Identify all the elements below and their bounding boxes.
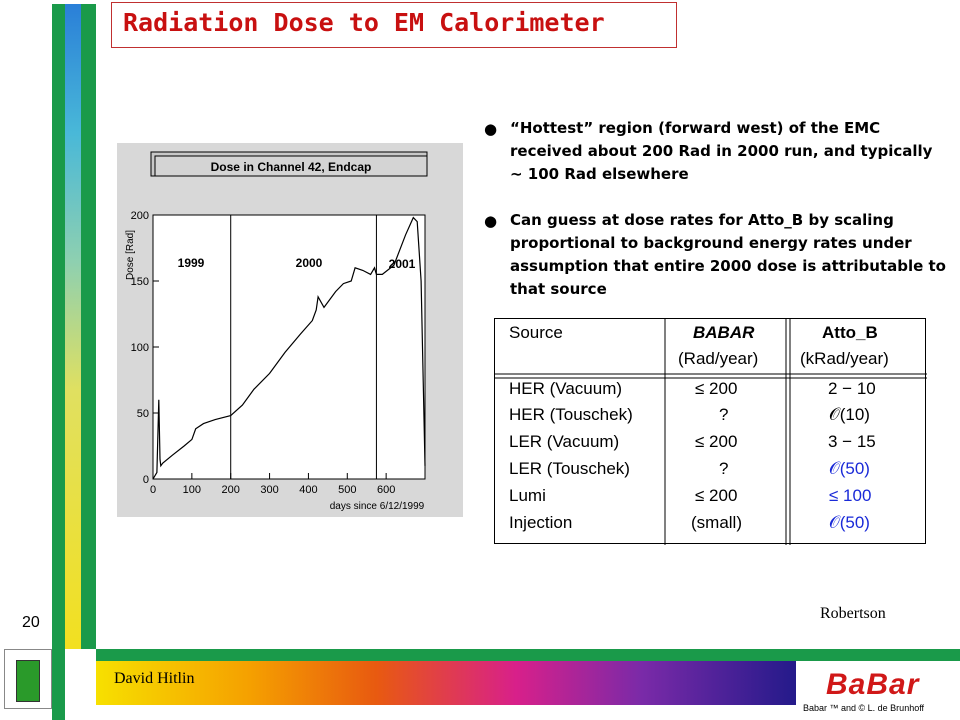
row-babar: ≤ 200 [695,432,738,451]
row-babar: ≤ 200 [695,486,738,505]
header-babar: BABAR [693,323,755,342]
x-tick-label: 600 [376,484,396,496]
page-title: Radiation Dose to EM Calorimeter [123,8,605,37]
credit-name: Robertson [820,605,886,622]
bullet-text-1: “Hottest” region (forward west) of the EMC received about 200 Rad in 2000 run, and typically ∼ 100 Rad elsewhere [510,119,933,183]
row-babar: ≤ 200 [695,379,738,398]
left-green-bar [52,4,65,720]
row-babar: ? [719,459,729,478]
elephant-icon [16,660,40,702]
header-atto-unit: (kRad/year) [800,349,889,368]
plot-title: Dose in Channel 42, Endcap [210,160,372,174]
row-babar: (small) [691,513,742,532]
row-source: LER (Touschek) [509,459,630,478]
row-atto: 𝒪(50) [829,459,870,478]
row-atto: 3 − 15 [828,432,876,451]
row-atto: 2 − 10 [828,379,876,398]
row-source: HER (Vacuum) [509,379,623,398]
author-name: David Hitlin [114,670,195,687]
trademark-notice: Babar ™ and © L. de Brunhoff [803,703,925,713]
footer-green-bar [96,649,960,661]
region-label-1999: 1999 [177,256,205,270]
left-gradient-bar [65,4,81,649]
region-label-2000: 2000 [295,256,323,270]
y-tick-label: 150 [130,276,149,288]
x-tick-label: 0 [149,484,157,496]
row-atto: 𝒪(10) [829,405,870,424]
bullet-dot-1: ● [484,120,498,138]
x-tick-label: 400 [299,484,318,496]
row-babar: ? [719,405,729,424]
dose-chart [117,143,463,517]
row-source: LER (Vacuum) [509,432,620,451]
row-atto: 𝒪(50) [829,513,870,532]
dose-rate-table [494,318,926,544]
bullet-text-2: Can guess at dose rates for Atto_B by scaling proportional to background energy rates under assumption that entire 2000 dose is attributable to that source [510,211,946,298]
bullet-dot-2: ● [484,212,498,230]
babar-logo: BaBar [826,668,920,701]
left-green-bar-inner [81,4,96,649]
x-tick-label: 300 [260,484,279,496]
header-source: Source [509,323,563,342]
row-atto: ≤ 100 [829,486,872,505]
region-label-2001: 2001 [388,257,416,271]
slide-number: 20 [22,614,40,631]
y-tick-label: 0 [142,474,149,486]
y-axis-label: Dose [Rad] [125,229,136,281]
y-tick-label: 200 [130,210,149,222]
y-tick-label: 50 [136,408,149,420]
header-babar-unit: (Rad/year) [678,349,759,368]
x-axis-label: days since 6/12/1999 [329,501,425,512]
footer-gradient-bar [96,661,796,705]
x-tick-label: 500 [338,484,357,496]
row-source: HER (Touschek) [509,405,633,424]
row-source: Lumi [509,486,546,505]
row-source: Injection [509,513,573,532]
header-atto: Atto_B [822,323,878,342]
x-tick-label: 200 [221,484,240,496]
y-tick-label: 100 [130,342,149,354]
x-tick-label: 100 [182,484,202,496]
